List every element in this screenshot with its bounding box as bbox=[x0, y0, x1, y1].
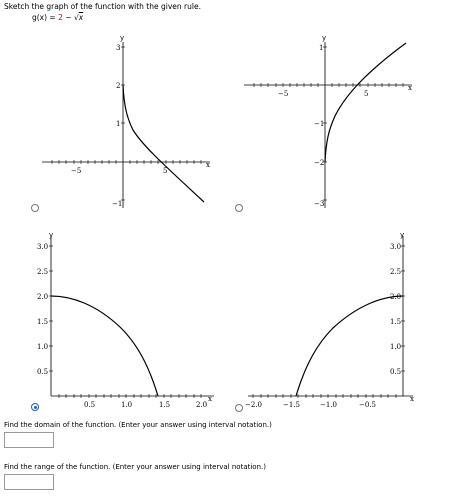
function-curve bbox=[325, 43, 406, 162]
x-tick-label: 2.0 bbox=[196, 401, 208, 409]
y-axis-label: y bbox=[322, 34, 327, 42]
domain-input[interactable] bbox=[4, 432, 54, 448]
function-curve bbox=[296, 296, 403, 396]
x-tick-label: −1.5 bbox=[283, 401, 300, 409]
y-tick-label: −1 bbox=[112, 200, 123, 208]
x-axis-label: x bbox=[206, 161, 210, 169]
range-input[interactable] bbox=[4, 474, 54, 490]
problem-prompt: Sketch the graph of the function with the given rule. bbox=[4, 2, 201, 11]
function-rule bbox=[32, 13, 83, 22]
y-tick-label: 1 bbox=[319, 44, 324, 52]
rule-radical: √ bbox=[73, 13, 79, 22]
y-tick-label: 2.5 bbox=[37, 268, 49, 276]
domain-question: Find the domain of the function. (Enter your answer using interval notation.) bbox=[4, 421, 272, 429]
x-axis-label: x bbox=[408, 84, 412, 92]
x-tick-label: 5 bbox=[163, 167, 168, 175]
x-tick-label: 1.0 bbox=[121, 401, 133, 409]
x-tick-label: −2.0 bbox=[245, 401, 262, 409]
y-tick-label: 3 bbox=[116, 44, 121, 52]
x-tick-label: −5 bbox=[278, 90, 289, 98]
y-tick-label: 2.0 bbox=[37, 293, 49, 301]
option-2-radio[interactable] bbox=[235, 204, 243, 212]
y-tick-label: 3.0 bbox=[390, 243, 402, 251]
y-tick-label: −1 bbox=[314, 120, 325, 128]
y-tick-label: 1.5 bbox=[37, 318, 49, 326]
y-tick-label: 1.5 bbox=[390, 318, 402, 326]
y-tick-label: −2 bbox=[314, 159, 325, 167]
x-axis-label: x bbox=[208, 395, 212, 403]
y-axis-label: y bbox=[49, 231, 54, 239]
y-tick-label: 2 bbox=[116, 82, 121, 90]
option-4-radio[interactable] bbox=[235, 404, 243, 412]
x-tick-label: 5 bbox=[364, 90, 369, 98]
rule-constant: 2 bbox=[58, 13, 63, 22]
range-question: Find the range of the function. (Enter your answer using interval notation.) bbox=[4, 463, 266, 471]
y-tick-label: 2.0 bbox=[390, 293, 402, 301]
function-curve bbox=[51, 296, 158, 396]
x-tick-label: 1.5 bbox=[159, 401, 171, 409]
graph-option-4 bbox=[243, 228, 423, 408]
y-tick-label: −3 bbox=[314, 200, 325, 208]
graph-option-3 bbox=[36, 228, 221, 408]
x-axis-label: x bbox=[410, 395, 414, 403]
option-3-radio[interactable] bbox=[31, 403, 39, 411]
y-axis-label: y bbox=[120, 34, 125, 42]
y-tick-label: 0.5 bbox=[37, 368, 49, 376]
rule-minus: − bbox=[62, 13, 74, 22]
y-tick-label: 3.0 bbox=[37, 243, 49, 251]
rule-variable: x bbox=[78, 13, 84, 22]
x-tick-label: 0.5 bbox=[84, 401, 96, 409]
graph-option-1 bbox=[38, 36, 218, 211]
x-tick-label: −5 bbox=[71, 167, 82, 175]
y-tick-label: 2.5 bbox=[390, 268, 402, 276]
y-tick-label: 1.0 bbox=[37, 343, 49, 351]
y-tick-label: 1 bbox=[116, 120, 121, 128]
x-tick-label: −1.0 bbox=[320, 401, 337, 409]
graph-option-2 bbox=[240, 36, 420, 211]
y-tick-label: 1.0 bbox=[390, 343, 402, 351]
x-tick-label: −0.5 bbox=[359, 401, 376, 409]
function-curve bbox=[123, 85, 204, 202]
option-1-radio[interactable] bbox=[31, 204, 39, 212]
y-tick-label: 0.5 bbox=[390, 368, 402, 376]
rule-lhs: g(x) = bbox=[32, 13, 59, 22]
y-axis-label: y bbox=[400, 231, 405, 239]
